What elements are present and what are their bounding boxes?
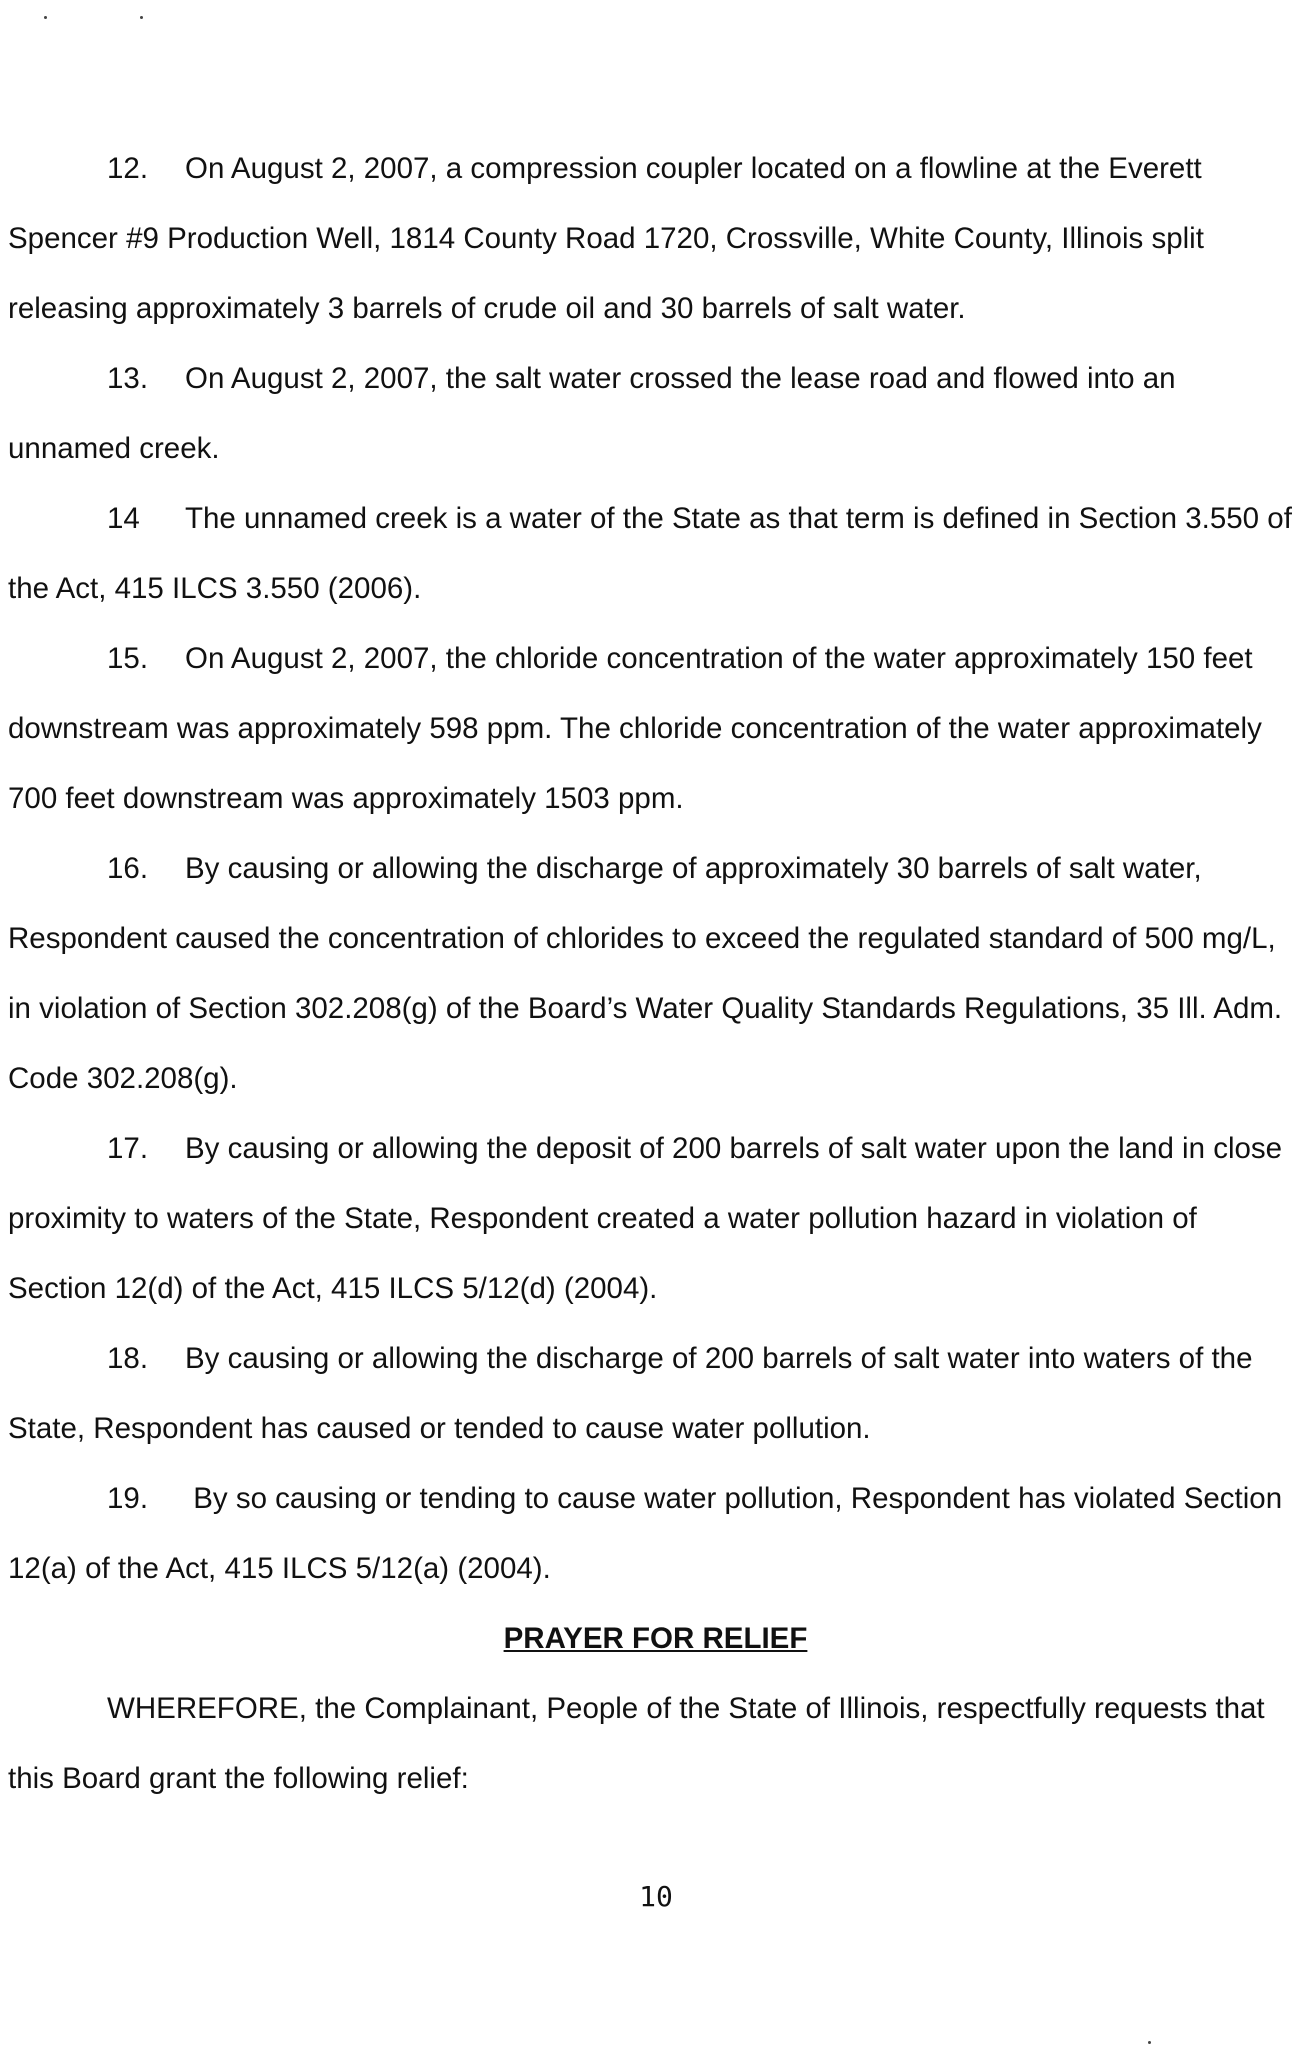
paragraph-text: By causing or allowing the discharge of approximately 30 barrels of salt water, Respondent caused the concentration of chlorides to exceed the regulated standard of 500 mg/L, in violation of Section 302.208(g) of the Board’s Water Quality Standards Regulations, 35 Ill. Adm. Code 302.208(g).: [8, 852, 1283, 1095]
page-number: 10: [639, 1880, 673, 1913]
paragraph-text: On August 2, 2007, the salt water crossed the lease road and flowed into an unnamed creek.: [8, 362, 1176, 465]
paragraph-text: On August 2, 2007, a compression coupler located on a flowline at the Everett Spencer #9 Production Well, 1814 County Road 1720, Crossville, White County, Illinois split releasing approximately 3 barrels of crude oil and 30 barrels of salt water.: [8, 152, 1204, 325]
paragraph-number: 15.: [107, 642, 149, 675]
paragraph-number: 14: [107, 502, 140, 535]
paragraph-13: [8, 344, 1303, 484]
paragraph-19: [8, 1464, 1303, 1604]
paragraph-number: 18.: [107, 1342, 149, 1375]
paragraph-12: [8, 134, 1303, 344]
paragraph-number: 16.: [107, 852, 149, 885]
paragraph-18: [8, 1324, 1303, 1464]
closing-paragraph: WHEREFORE, the Complainant, People of the State of Illinois, respectfully requests that this Board grant the following relief:: [8, 1692, 1265, 1795]
paragraph-text: On August 2, 2007, the chloride concentration of the water approximately 150 feet downstream was approximately 598 ppm. The chloride concentration of the water approximately 700 feet downstream was approximately 1503 ppm.: [8, 642, 1262, 815]
document-body: [8, 134, 1303, 1814]
paragraph-text: By so causing or tending to cause water pollution, Respondent has violated Section 12(a) of the Act, 415 ILCS 5/12(a) (2004).: [8, 1482, 1283, 1585]
paragraph-17: [8, 1114, 1303, 1324]
paragraph-number: 19.: [107, 1482, 149, 1515]
scan-speck: [140, 16, 143, 19]
scan-speck: [1148, 2041, 1151, 2044]
paragraph-text: By causing or allowing the discharge of 200 barrels of salt water into waters of the State, Respondent has caused or tended to cause water pollution.: [8, 1342, 1253, 1445]
scan-speck: [44, 16, 47, 19]
paragraph-number: 17.: [107, 1132, 149, 1165]
paragraph-text: By causing or allowing the deposit of 200 barrels of salt water upon the land in close proximity to waters of the State, Respondent created a water pollution hazard in violation of Section 12(d) of the Act, 415 ILCS 5/12(d) (2004).: [8, 1132, 1283, 1305]
paragraph-number: 12.: [107, 152, 149, 185]
paragraph-number: 13.: [107, 362, 149, 395]
paragraph-16: [8, 834, 1303, 1114]
paragraph-text: The unnamed creek is a water of the State as that term is defined in Section 3.550 of the Act, 415 ILCS 3.550 (2006).: [8, 502, 1292, 605]
section-heading: PRAYER FOR RELIEF: [503, 1622, 808, 1655]
paragraph-14: [8, 484, 1303, 624]
paragraph-15: [8, 624, 1303, 834]
